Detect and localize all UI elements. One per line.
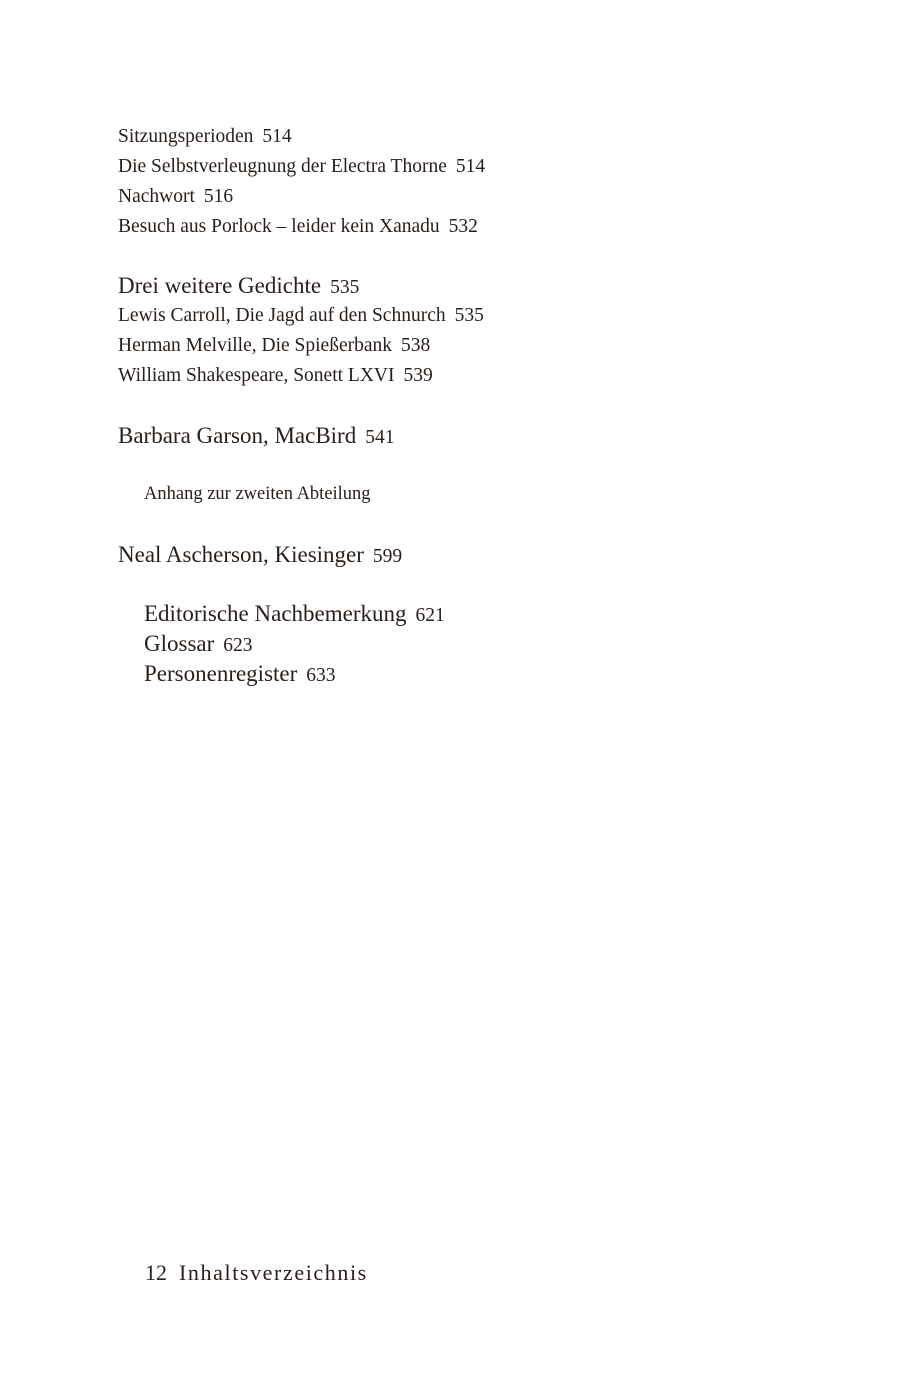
toc-section-heading	[118, 274, 359, 298]
toc-entry-page: 623	[223, 635, 253, 656]
toc-section-page: 535	[330, 277, 360, 298]
toc-entry-title: Nachwort	[118, 186, 195, 207]
toc-entry	[118, 127, 292, 147]
toc-entry-title: Editorische Nachbemerkung	[144, 601, 407, 626]
toc-section-page: 599	[372, 546, 403, 567]
toc-entry-page: 535	[454, 305, 484, 326]
toc-entry-title: Herman Melville, Die Spießerbank	[118, 335, 392, 356]
toc-backmatter-entry	[144, 662, 336, 686]
toc-section-title: Neal Ascherson, Kiesinger	[118, 542, 364, 567]
toc-entry	[118, 217, 478, 237]
toc-entry-page: 516	[203, 186, 234, 207]
page-number: 12	[145, 1260, 167, 1285]
toc-entry-page: 514	[455, 156, 486, 177]
toc-entry-title: Lewis Carroll, Die Jagd auf den Schnurch	[118, 305, 446, 326]
toc-entry	[118, 306, 484, 326]
toc-appendix-heading: Anhang zur zweiten Abteilung	[144, 484, 371, 504]
toc-entry-page: 621	[415, 605, 445, 626]
toc-entry-page: 538	[401, 335, 431, 356]
toc-entry-page: 532	[448, 216, 478, 237]
toc-entry-page: 633	[306, 665, 336, 686]
toc-section-page: 541	[365, 427, 395, 448]
toc-entry	[118, 336, 430, 356]
toc-entry-title: William Shakespeare, Sonett LXVI	[118, 365, 395, 386]
toc-entry-title: Glossar	[144, 631, 215, 656]
toc-entry	[118, 187, 233, 207]
toc-entry	[118, 157, 485, 177]
toc-section-heading	[118, 424, 394, 448]
toc-backmatter-entry	[144, 602, 445, 626]
page-footer	[145, 1262, 368, 1284]
toc-entry-title: Personenregister	[144, 661, 298, 686]
toc-entry-page: 539	[403, 365, 433, 386]
toc-backmatter-entry	[144, 632, 253, 656]
running-head: Inhaltsverzeichnis	[179, 1260, 368, 1285]
toc-entry	[118, 366, 433, 386]
toc-entry-title: Sitzungsperioden	[118, 126, 254, 147]
toc-section-title: Barbara Garson, MacBird	[118, 423, 357, 448]
toc-entry-title: Besuch aus Porlock – leider kein Xanadu	[118, 216, 440, 237]
toc-entry-title: Die Selbstverleugnung der Electra Thorne	[118, 156, 447, 177]
toc-section-title: Drei weitere Gedichte	[118, 273, 322, 298]
toc-section-heading	[118, 543, 402, 567]
toc-entry-page: 514	[262, 126, 292, 147]
